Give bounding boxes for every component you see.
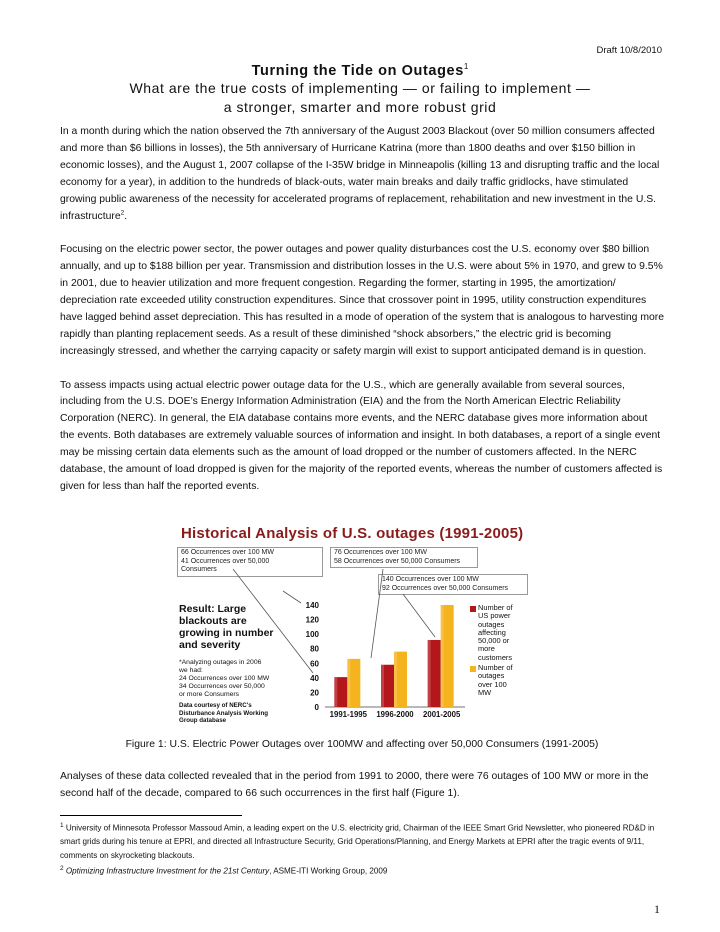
- result-text: Result: Large blackouts are growing in number and severity: [179, 603, 274, 651]
- callout-1991-1995: 66 Occurrences over 100 MW 41 Occurrences over 50,000 Consumers: [177, 547, 323, 577]
- footnote-divider: [60, 815, 242, 816]
- callout-2001-2005: 140 Occurrences over 100 MW 92 Occurrences over 50,000 Consumers: [378, 574, 528, 595]
- callout-1996-2000: 76 Occurrences over 100 MW 58 Occurrences over 50,000 Consumers: [330, 547, 478, 568]
- footnote-ref-2[interactable]: 2: [120, 209, 125, 217]
- data-courtesy: Data courtesy of NERC's Disturbance Analysis Working Group database: [179, 702, 269, 724]
- paragraph-2: Focusing on the electric power sector, the power outages and power quality disturbances cost the U.S. economy over $80 billion annually, and up to $188 billion per year. Transmission and distribution losses in the U.S. were about 5% in 1970, and grew to 9.5% in 2001, due to heavier utilization and more frequent congestion. Regarding the former, starting in 1995, the amortization/ depreciation rate exceeded utility construction expenditures. Since that crossover point in 1995, utility construction expenditures have lagged behind asset depreciation. This has resulted in a mode of operation of the system that is analogous to harvesting more rapidly than planting replacement seeds. As a result of these diminished “shock absorbers,” the electric grid is becoming increasingly stressed, and whether the carrying capacity or safety margin will exist to support anticipated demand is in question.: [60, 244, 664, 357]
- legend-yellow: Number of outages over 100 MW: [478, 663, 513, 697]
- title-block: [60, 62, 660, 117]
- subtitle-line-1: What are the true costs of implementing — or failing to implement —: [129, 79, 591, 96]
- y-tick-label: 140: [305, 601, 319, 610]
- y-tick-label: 60: [310, 659, 319, 669]
- body-text: [60, 124, 664, 513]
- paragraph-4: Analyses of these data collected revealed that in the period from 1991 to 2000, there were 76 outages of 100 MW or more in the second half of the decade, compared to 66 such occurrences in the first half (Figure 1).: [60, 771, 649, 799]
- note-2006: *Analyzing outages in 2006 we had: 24 Occurrences over 100 MW 34 Occurrences over 50,000 or more Consumers: [179, 659, 270, 698]
- y-tick-label: 100: [305, 630, 319, 640]
- page-number: 1: [654, 902, 660, 916]
- bar-highlight: [441, 605, 444, 707]
- y-tick-label: 0: [314, 703, 319, 712]
- footnote-ref-1[interactable]: 1: [463, 62, 469, 71]
- paragraph-1: In a month during which the nation observed the 7th anniversary of the August 2003 Blackout (over 50 million consumers affected and more than $6 billions in losses), the 5th anniversary of Hurricane Katrina (more than 1800 deaths and over $150 billion in economic losses), and the August 1, 2007 collapse of the I-35W bridge in Minneapolis (killing 13 and disrupting traffic and the local economy for a year), in addition to the hundreds of black-outs, water main breaks and daily traffic gridlocks, have stimulated growing public awareness of the necessity for accelerated programs of replacement, rehabilitation and new investment in the U.S. infrastructure$^2$.: [60, 126, 660, 222]
- footnote-2: $^2$ Optimizing Infrastructure Investment for the 21st Century, ASME-ITI Working Group, 2009: [60, 865, 388, 876]
- draft-date: Draft 10/8/2010: [596, 45, 662, 56]
- bar-highlight: [428, 640, 431, 707]
- bar-highlight: [394, 652, 397, 707]
- legend-swatch-red: [470, 606, 476, 612]
- y-tick-label: 40: [310, 673, 319, 683]
- figure-caption: Figure 1: U.S. Electric Power Outages over 100MW and affecting over 50,000 Consumers (1991-2005): [125, 739, 599, 750]
- legend-swatch-yellow: [470, 666, 476, 672]
- bar-highlight: [334, 677, 337, 707]
- y-tick-label: 120: [305, 615, 319, 625]
- chart-title: Historical Analysis of U.S. outages (1991-2005): [181, 525, 524, 542]
- bar-highlight: [381, 665, 384, 707]
- paragraph-3: To assess impacts using actual electric power outage data for the U.S., which are generally available from several sources, including from the U.S. DOE’s Energy Information Administration (EIA) and the from the North American Electric Reliability Corporation (NERC). In general, the EIA database contains more events, and the NERC database gives more information about the events. Both databases are extremely valuable sources of information and insight. In both databases, a report of a single event may be missing certain data elements such as the amount of load dropped or the number of customers affected. In the NERC database, the amount of load dropped is given for the majority of the reported events, whereas the number of customers affected is given for less than half the reported events.: [60, 379, 663, 492]
- subtitle-line-2: a stronger, smarter and more robust grid: [223, 98, 497, 115]
- bar-chart: [173, 523, 525, 729]
- x-tick-label: 1991-1995: [329, 710, 367, 719]
- figure-1: [173, 523, 525, 729]
- footnotes: [60, 819, 664, 878]
- footnote-1: $^1$ University of Minnesota Professor Massoud Amin, a leading expert on the U.S. electricity grid, Chairman of the IEEE Smart Grid Newsletter, who pioneered RD&D in smart grids during his tenure at EPRI, and directed all Infrastructure Security, Grid Operations/Planning, and Energy Markets at EPRI after the tragic events of 9/11, comments on skyrocketing blackouts.: [60, 822, 655, 860]
- y-tick-label: 20: [310, 688, 319, 698]
- page-title: Turning the Tide on Outages$^1$: [251, 62, 469, 79]
- bar-highlight: [347, 659, 350, 707]
- x-tick-label: 2001-2005: [423, 710, 461, 719]
- x-tick-label: 1996-2000: [376, 710, 414, 719]
- legend-red: Number of US power outages affecting 50,000 or more customers: [478, 603, 513, 662]
- y-tick-label: 80: [310, 644, 319, 654]
